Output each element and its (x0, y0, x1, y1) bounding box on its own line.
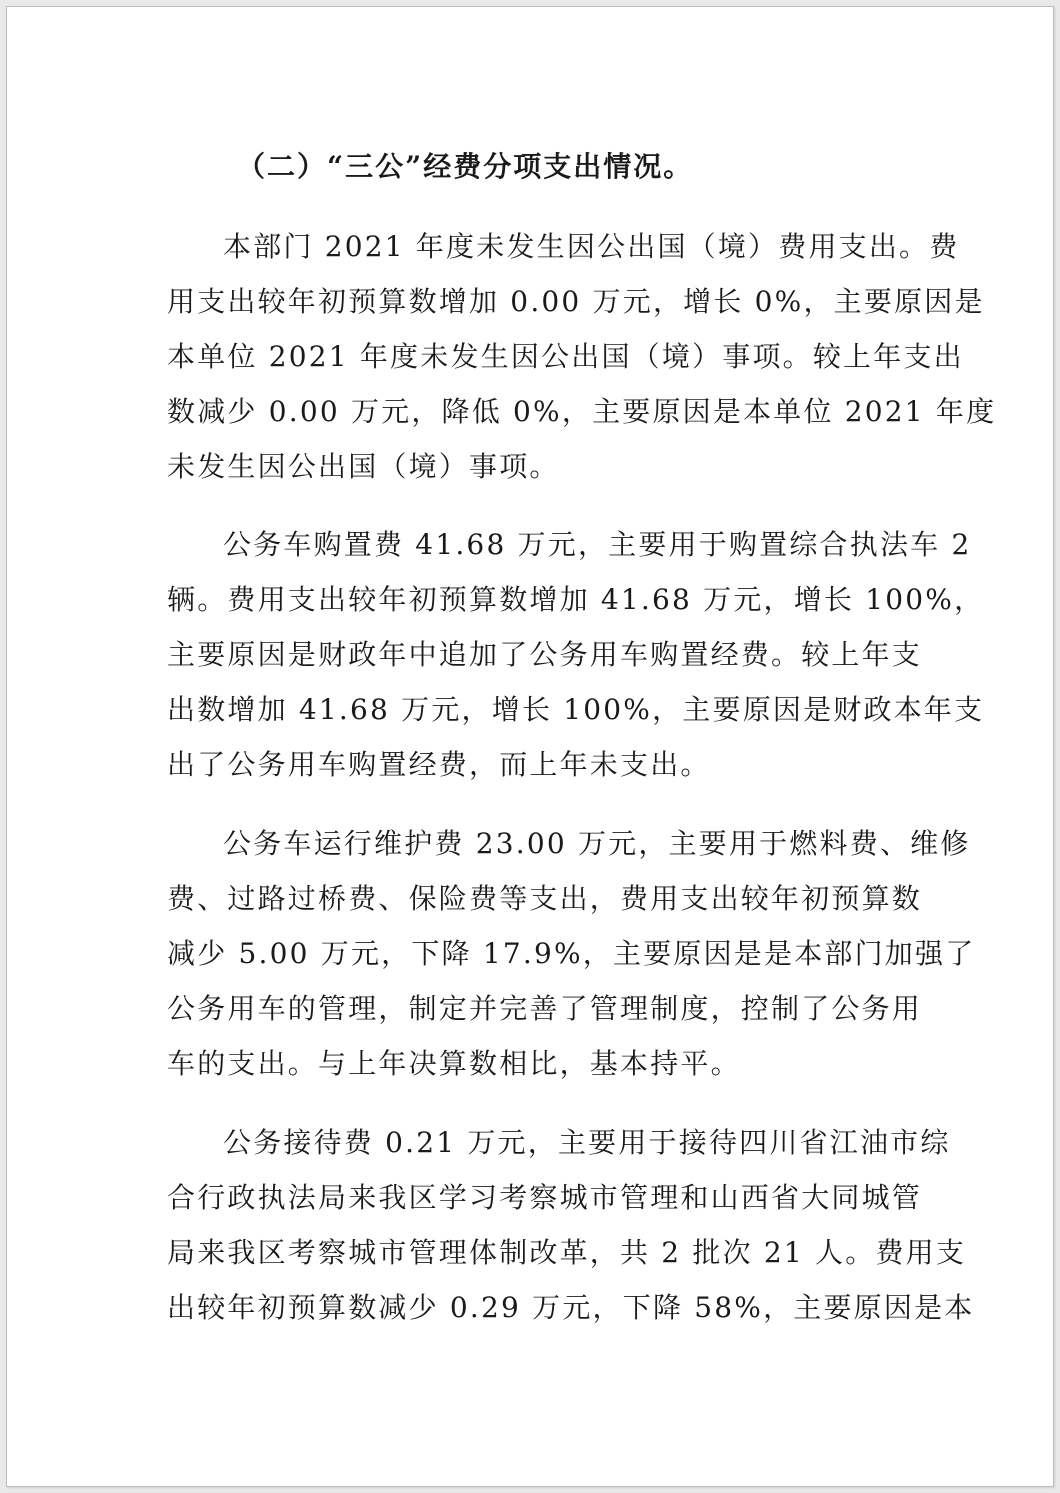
paragraph-line: 减少 5.00 万元，下降 17.9%，主要原因是是本部门加强了 (167, 937, 976, 970)
paragraph-line: 合行政执法局来我区学习考察城市管理和山西省大同城管 (167, 1181, 923, 1214)
paragraph-line: 本部门 2021 年度未发生因公出国（境）费用支出。费 (223, 230, 960, 263)
paragraph-overseas-travel (167, 219, 997, 494)
paragraph-line: 费、过路过桥费、保险费等支出，费用支出较年初预算数 (167, 882, 923, 915)
paragraph-vehicle-purchase (167, 517, 985, 792)
paragraph-line: 出了公务用车购置经费，而上年未支出。 (167, 748, 711, 781)
paragraph-reception (167, 1115, 975, 1335)
section-heading: （二）“三公”经费分项支出情况。 (237, 150, 694, 183)
paragraph-line: 出较年初预算数减少 0.29 万元，下降 58%，主要原因是本 (167, 1291, 975, 1324)
paragraph-line: 出数增加 41.68 万元，增长 100%，主要原因是财政本年支 (167, 693, 985, 726)
paragraph-line: 未发生因公出国（境）事项。 (167, 450, 560, 483)
paragraph-line: 局来我区考察城市管理体制改革，共 2 批次 21 人。费用支 (167, 1236, 967, 1269)
paragraph-line: 辆。费用支出较年初预算数增加 41.68 万元，增长 100%， (167, 583, 985, 616)
paragraph-line: 数减少 0.00 万元，降低 0%，主要原因是本单位 2021 年度 (167, 395, 997, 428)
paragraph-line: 公务车购置费 41.68 万元，主要用于购置综合执法车 2 (223, 528, 972, 561)
paragraph-line: 主要原因是财政年中追加了公务用车购置经费。较上年支 (167, 638, 923, 671)
paragraph-line: 用支出较年初预算数增加 0.00 万元，增长 0%，主要原因是 (167, 285, 985, 318)
paragraph-line: 本单位 2021 年度未发生因公出国（境）事项。较上年支出 (167, 340, 964, 373)
paragraph-line: 公务用车的管理，制定并完善了管理制度，控制了公务用 (167, 992, 923, 1025)
paragraph-vehicle-maintenance (167, 816, 976, 1091)
paragraph-line: 车的支出。与上年决算数相比，基本持平。 (167, 1047, 741, 1080)
paragraph-line: 公务车运行维护费 23.00 万元，主要用于燃料费、维修 (223, 827, 971, 860)
document-page (6, 6, 1054, 1487)
paragraph-line: 公务接待费 0.21 万元，主要用于接待四川省江油市综 (223, 1126, 951, 1159)
